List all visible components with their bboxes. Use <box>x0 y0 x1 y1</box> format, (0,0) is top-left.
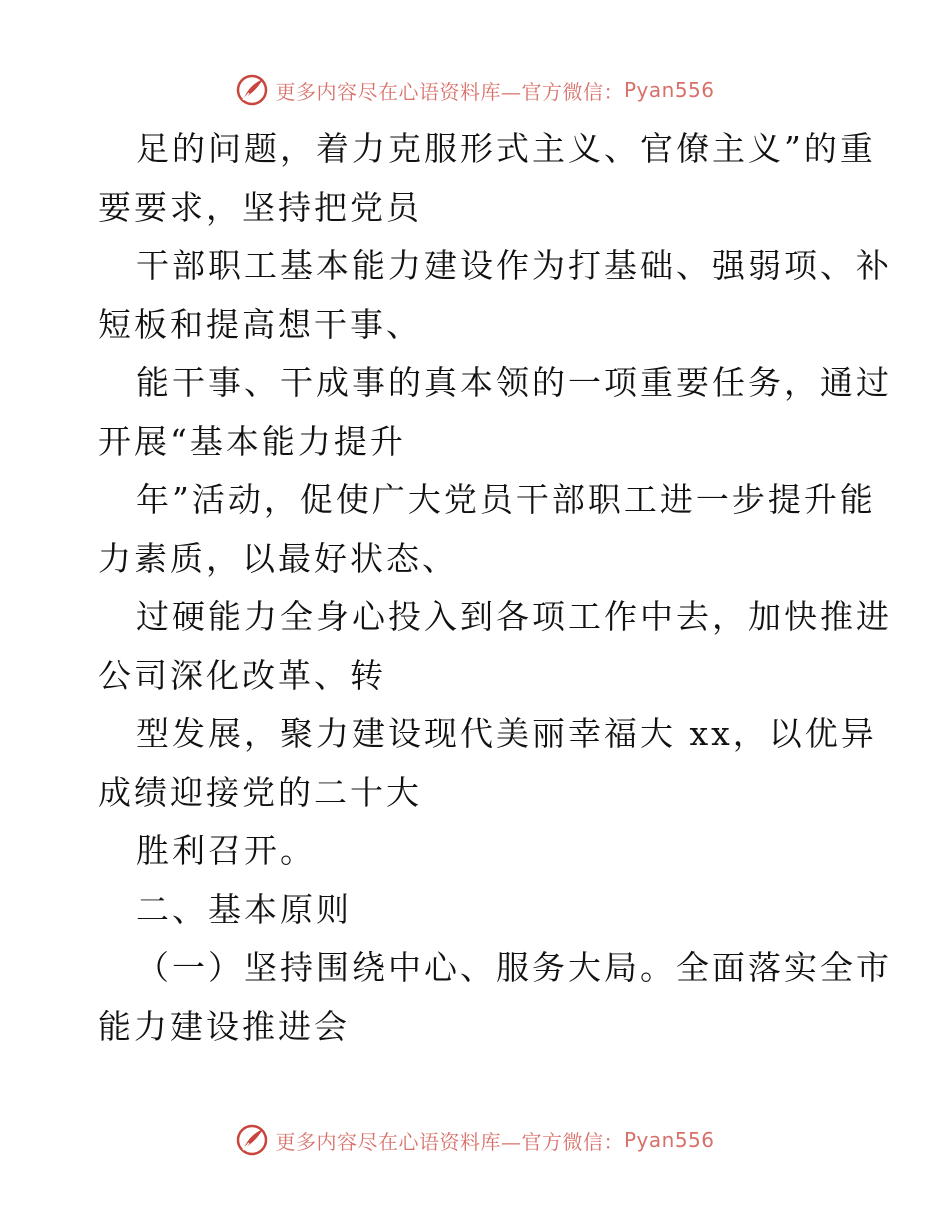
text-line: 要要求，坚持把党员 <box>98 187 422 227</box>
text-line: 公司深化改革、转 <box>98 655 386 695</box>
text-line: 过硬能力全身心投入到各项工作中去，加快推进 <box>136 597 892 636</box>
text-line: 开展“基本能力提升 <box>98 421 406 461</box>
quill-logo-icon <box>235 73 269 107</box>
text-line: 胜利召开。 <box>136 831 316 870</box>
text-line: 干部职工基本能力建设作为打基础、强弱项、补 <box>136 246 892 285</box>
footer-watermark <box>0 1120 950 1160</box>
text-line: 型发展，聚力建设现代美丽幸福大 xx，以优异 <box>136 714 877 753</box>
watermark-wechat-id: Pyan556 <box>623 78 715 102</box>
text-line: 能干事、干成事的真本领的一项重要任务，通过 <box>136 363 892 402</box>
text-line: 成绩迎接党的二十大 <box>98 772 422 812</box>
text-line: 力素质，以最好状态、 <box>98 538 458 578</box>
quill-logo-icon <box>235 1123 269 1157</box>
watermark-wechat-id: Pyan556 <box>623 1128 715 1152</box>
section-heading: 二、基本原则 <box>136 889 352 929</box>
text-line: 短板和提高想干事、 <box>98 304 422 344</box>
watermark-text: 更多内容尽在心语资料库—官方微信： <box>275 79 624 104</box>
text-line: （一）坚持围绕中心、服务大局。全面落实全市 <box>136 948 892 987</box>
text-line: 年”活动，促使广大党员干部职工进一步提升能 <box>136 480 876 519</box>
document-body <box>98 120 892 1056</box>
header-watermark <box>0 70 950 110</box>
text-line: 足的问题，着力克服形式主义、官僚主义”的重 <box>136 129 876 168</box>
text-line: 能力建设推进会 <box>98 1006 350 1046</box>
watermark-text: 更多内容尽在心语资料库—官方微信： <box>275 1129 624 1154</box>
